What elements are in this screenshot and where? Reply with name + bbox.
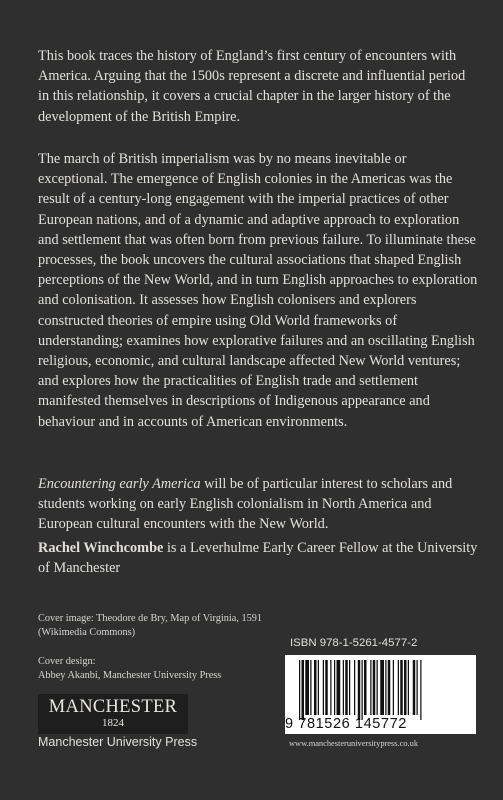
- author-bio-text: is a Leverhulme Early Career Fellow at the University of Manchester: [38, 540, 478, 577]
- blurb-paragraph-1: This book traces the history of England’s first century of encounters with America. Arguing that the 1500s represent a discrete and influential period in this relationship, it covers a crucial chapter in the larger history of the development of the British Empire.: [38, 48, 466, 125]
- barcode: [285, 655, 476, 734]
- publisher-url: www.manchesteruniversitypress.co.uk: [289, 739, 419, 748]
- barcode-digits: 9 781526 145772: [285, 716, 407, 732]
- isbn-label: ISBN 978-1-5261-4577-2: [290, 637, 418, 649]
- blurb-paragraph-3-text: will be of particular interest to scholars and students working on early English colonialism in North America and European cultural encounters with the New World.: [38, 476, 453, 533]
- cover-design-name: Abbey Akanbi, Manchester University Press: [38, 669, 222, 681]
- cover-image-credit: Cover image: Theodore de Bry, Map of Virginia, 1591 (Wikimedia Commons): [38, 613, 263, 638]
- cover-design-label: Cover design:: [38, 656, 96, 667]
- author-name: Rachel Winchcombe: [38, 540, 164, 556]
- blurb-paragraph-3: [38, 474, 478, 535]
- logo-name: MANCHESTER: [48, 697, 178, 717]
- publisher-logo: [38, 694, 188, 734]
- publisher-name: Manchester University Press: [38, 735, 198, 749]
- book-title: Encountering early America: [38, 476, 201, 492]
- logo-year: 1824: [102, 717, 124, 729]
- author-bio: [38, 538, 478, 578]
- cover-design-credit: [38, 655, 278, 682]
- blurb-paragraph-2: The march of British imperialism was by no means inevitable or exceptional. The emergence of English colonies in the Americas was the result of a century-long engagement with the imperial practices of other European nations, and of a dynamic and adaptive approach to exploration and settlement that was often born from previous failure. To illuminate these processes, the book uncovers the cultural associations that shaped English perceptions of the New World, and in turn English approaches to exploration and colonisation. It assesses how English colonisers and explorers constructed theories of empire using Old World frameworks of understanding; examines how explorative failures and an oscillating English religious, economic, and cultural landscape affected New World ventures; and explores how the practicalities of English trade and settlement manifested themselves in descriptions of Indigenous appearance and behaviour and in accounts of American environments.: [38, 151, 478, 430]
